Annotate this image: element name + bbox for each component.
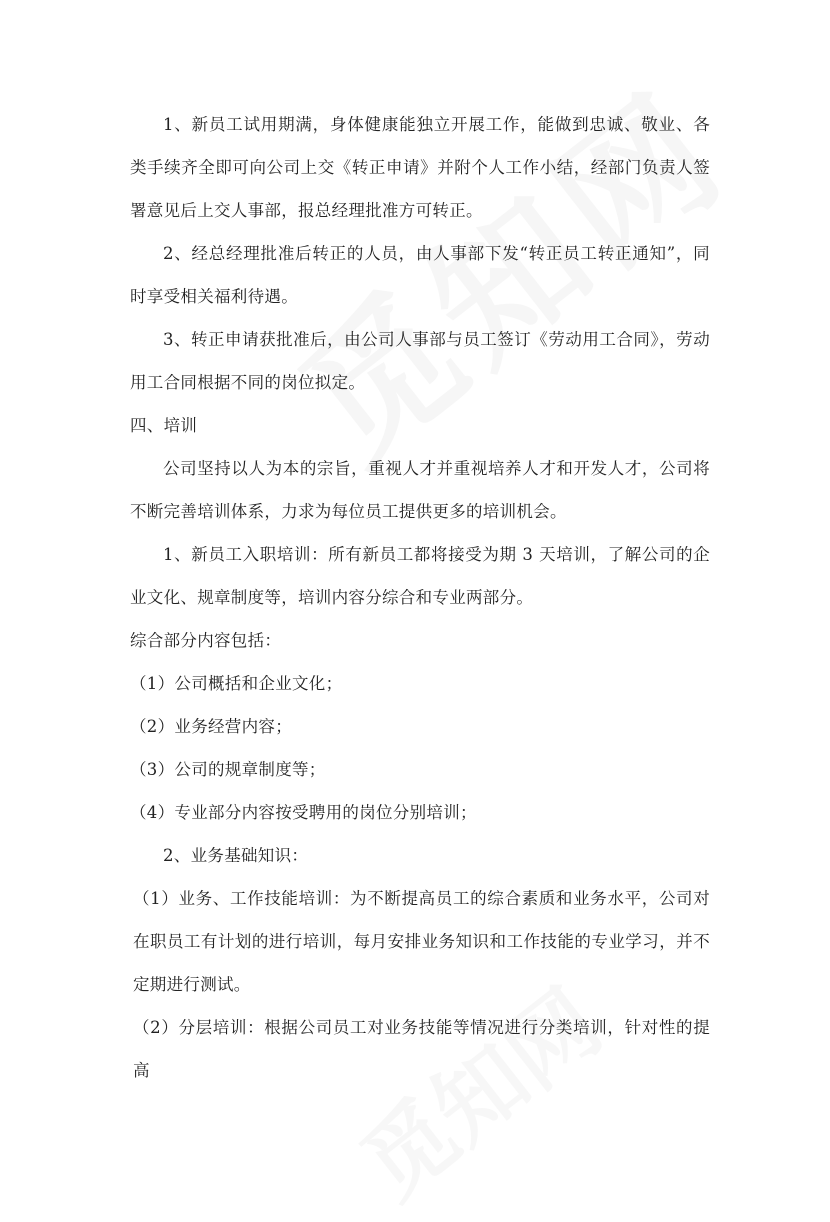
paragraph-tiered-training: （2）分层培训：根据公司员工对业务技能等情况进行分类培训，针对性的提高: [133, 1018, 710, 1080]
list-item-4: （4）专业部分内容按受聘用的岗位分别培训；: [130, 803, 477, 822]
list-item-2: （2）业务经营内容；: [130, 717, 292, 736]
paragraph-training-intro: 公司坚持以人为本的宗旨，重视人才并重视培养人才和开发人才，公司将不断完善培训体系，力求为每位员工提供更多的培训机会。: [130, 459, 710, 521]
section-heading-training: 四、培训: [130, 416, 198, 435]
paragraph-probation-1: 1、新员工试用期满，身体健康能独立开展工作，能做到忠诚、敬业、各类手续齐全即可向公司上交《转正申请》并附个人工作小结，经部门负责人签署意见后上交人事部，报总经理批准方可转正。: [130, 115, 710, 220]
paragraph-skills-training: （1）业务、工作技能培训：为不断提高员工的综合素质和业务水平，公司对在职员工有计划的进行培训，每月安排业务知识和工作技能的专业学习，并不定期进行测试。: [133, 889, 710, 994]
list-item-1: （1）公司概括和企业文化；: [130, 674, 343, 693]
paragraph-probation-2: 2、经总经理批准后转正的人员，由人事部下发“转正员工转正通知”，同时享受相关福利待遇。: [130, 244, 710, 306]
list-item-3: （3）公司的规章制度等；: [130, 760, 326, 779]
paragraph-general-contents: 综合部分内容包括：: [130, 631, 282, 650]
document-body: [130, 103, 710, 1092]
paragraph-business-basics: 2、业务基础知识：: [163, 846, 309, 865]
paragraph-probation-3: 3、转正申请获批准后，由公司人事部与员工签订《劳动用工合同》，劳动用工合同根据不同的岗位拟定。: [130, 330, 710, 392]
paragraph-onboarding-training: 1、新员工入职培训：所有新员工都将接受为期 3 天培训，了解公司的企业文化、规章制度等，培训内容分综合和专业两部分。: [130, 545, 710, 607]
